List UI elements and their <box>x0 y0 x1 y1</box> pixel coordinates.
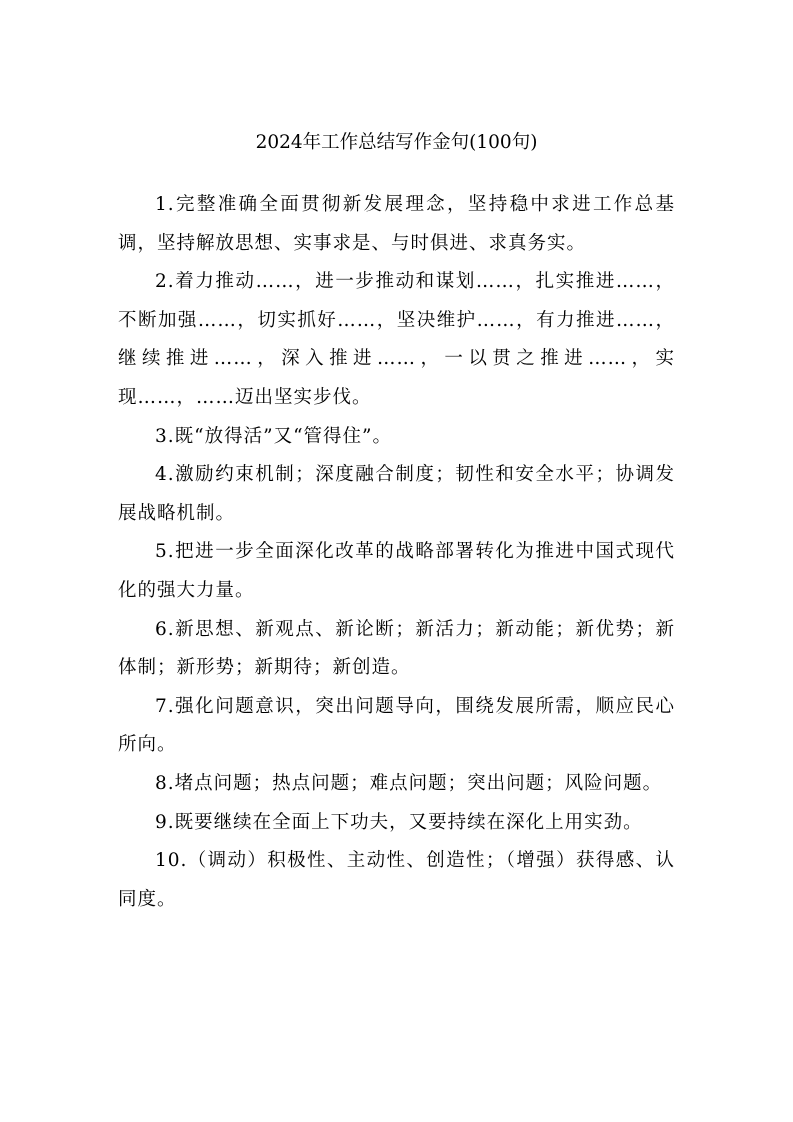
paragraph-5: 5.把进一步全面深化改革的战略部署转化为推进中国式现代化的强大力量。 <box>118 541 675 601</box>
paragraph-1: 1.完整准确全面贯彻新发展理念，坚持稳中求进工作总基调，坚持解放思想、实事求是、与时俱进、求真务实。 <box>118 194 675 254</box>
document-title: 2024年工作总结写作金句(100句) <box>255 132 538 153</box>
paragraph-2: 2.着力推动……，进一步推动和谋划……，扎实推进……，不断加强……，切实抓好……，坚决维护……，有力推进……，继续推进……，深入推进……，一以贯之推进……，实现……，……迈出坚实步伐。 <box>118 271 675 408</box>
paragraph-9: 9.既要继续在全面上下功夫，又要持续在深化上用实劲。 <box>155 811 643 833</box>
paragraph-10: 10.（调动）积极性、主动性、创造性；（增强）获得感、认同度。 <box>118 850 675 910</box>
paragraph-4: 4.激励约束机制；深度融合制度；韧性和安全水平；协调发展战略机制。 <box>118 464 675 524</box>
paragraph-3: 3.既“放得活”又“管得住”。 <box>155 425 392 447</box>
paragraph-8: 8.堵点问题；热点问题；难点问题；突出问题；风险问题。 <box>155 772 663 794</box>
paragraph-6: 6.新思想、新观点、新论断；新活力；新动能；新优势；新体制；新形势；新期待；新创造。 <box>118 618 675 679</box>
paragraph-7: 7.强化问题意识，突出问题导向，围绕发展所需，顺应民心所向。 <box>118 695 675 756</box>
